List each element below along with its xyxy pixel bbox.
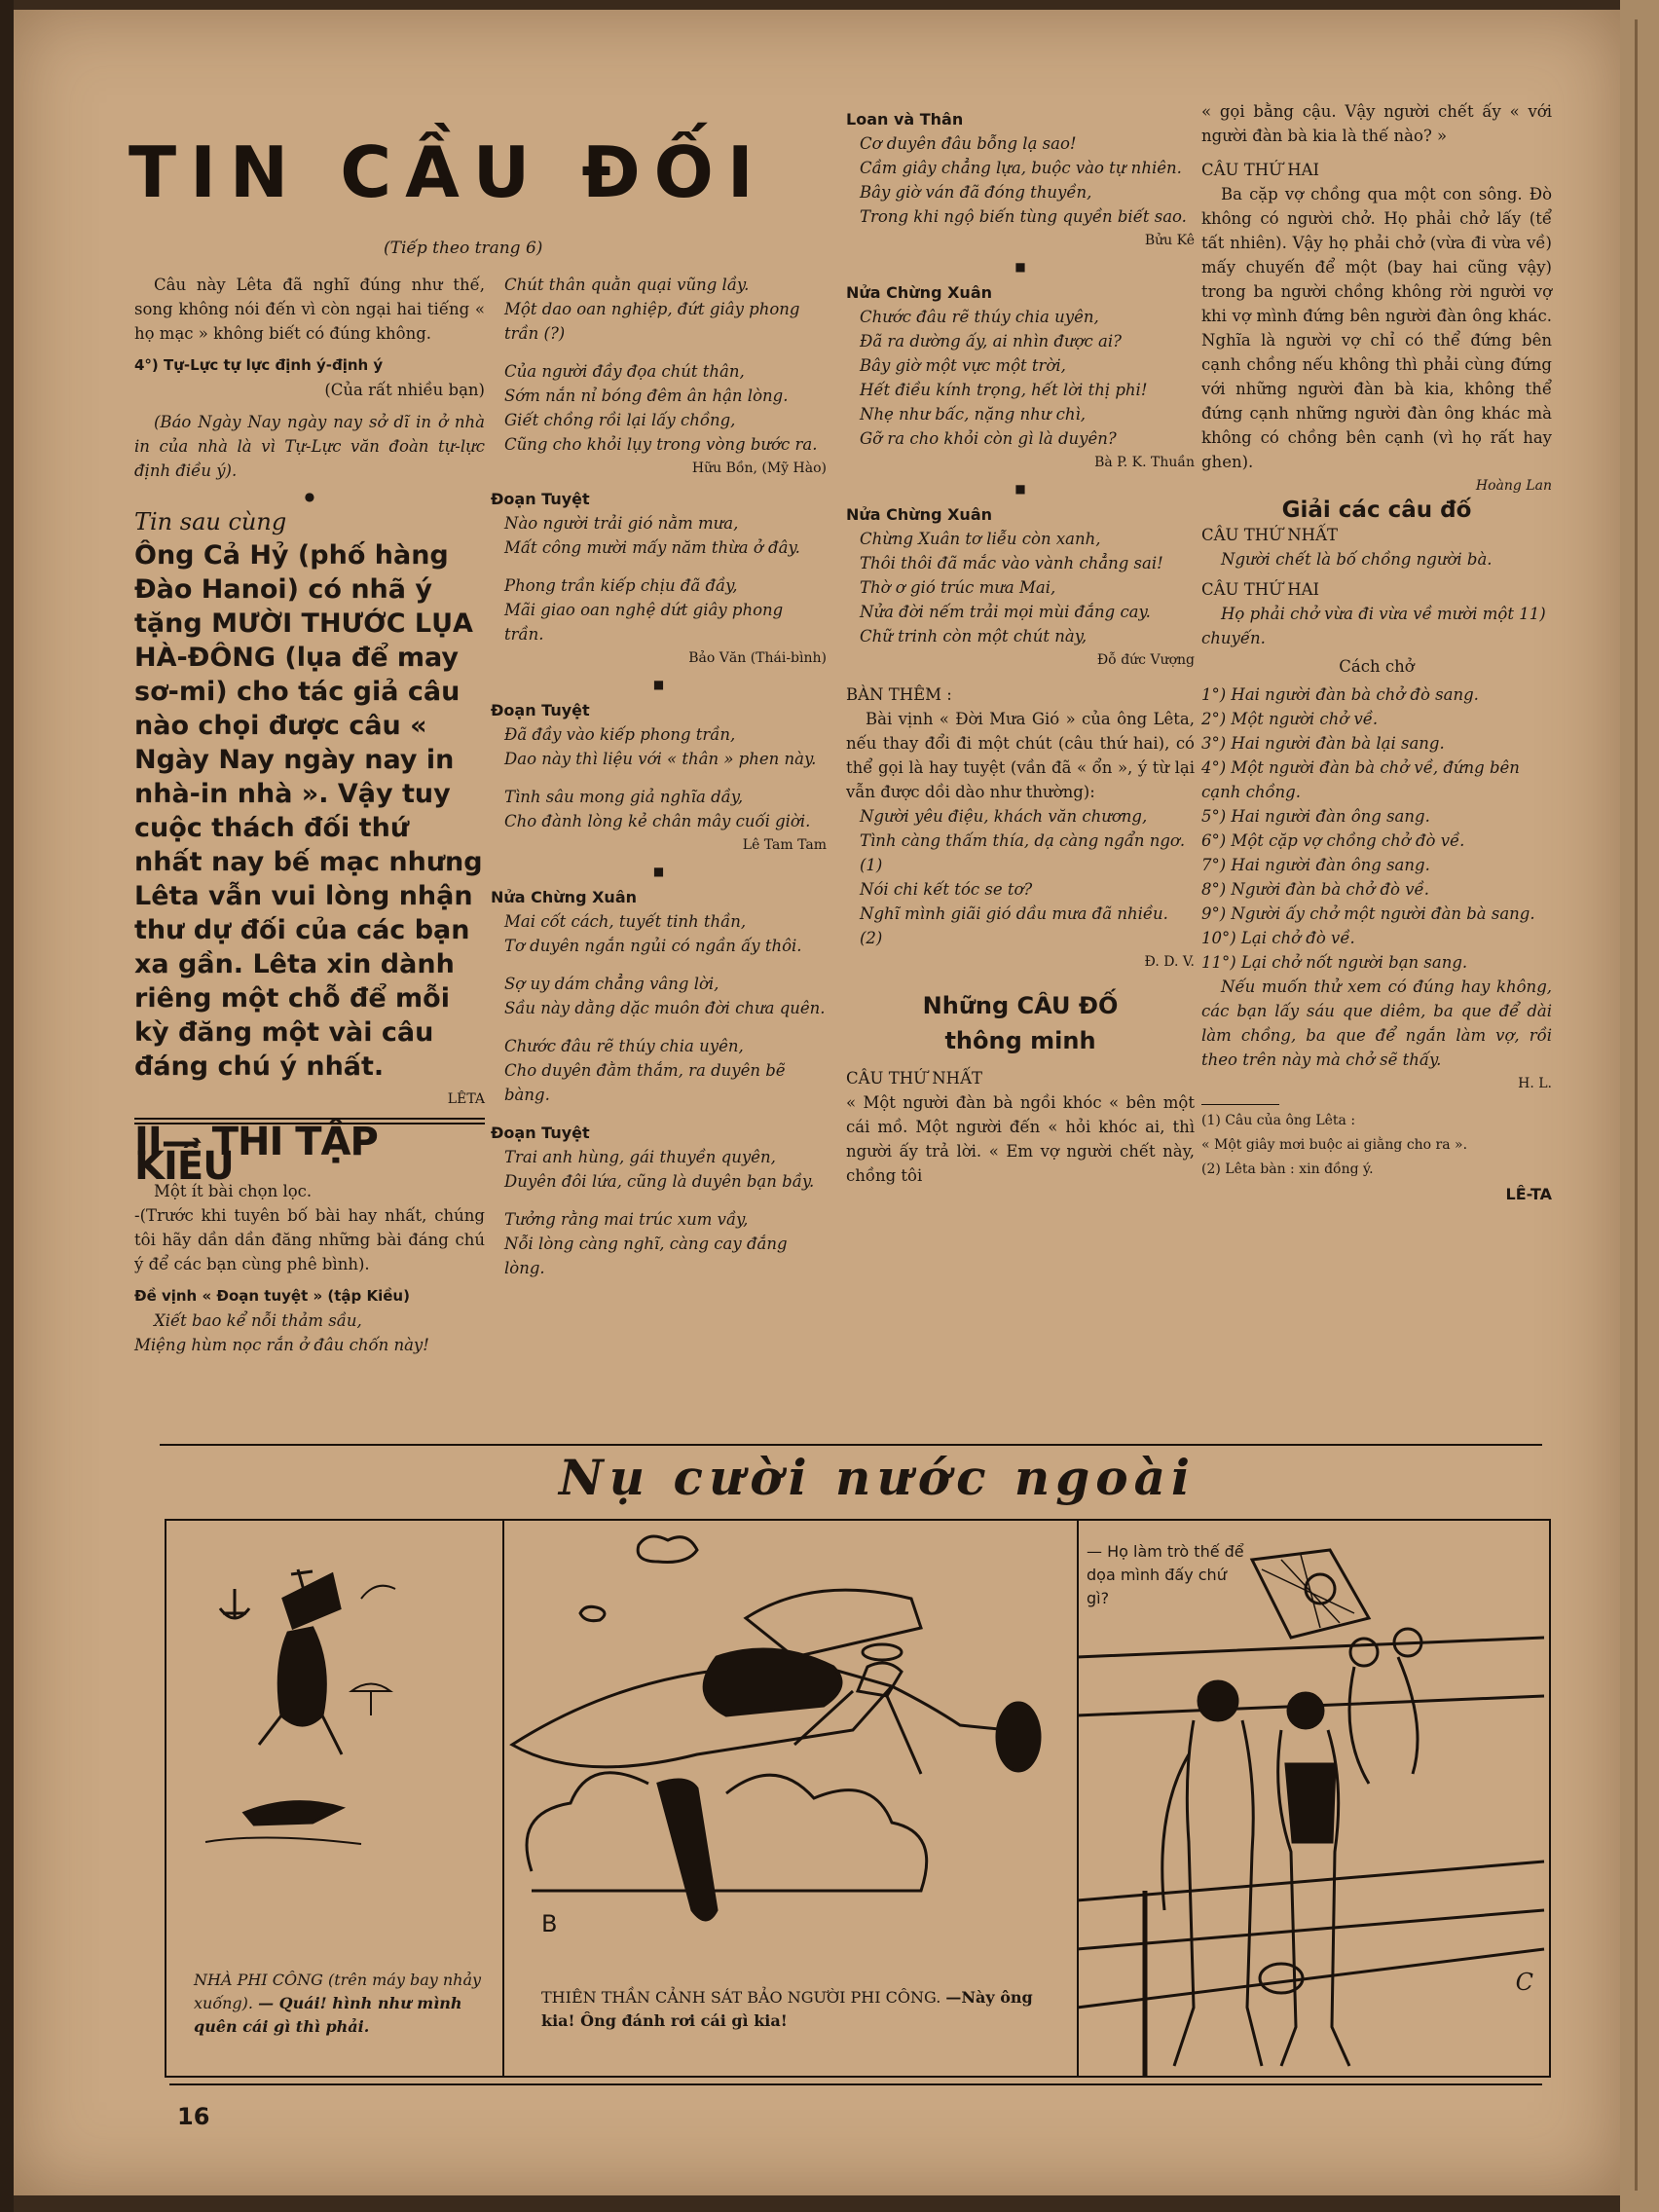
poem-line: Sớm nắn nỉ bóng đêm ân hận lòng. (504, 387, 789, 405)
separator: ■ (1014, 482, 1026, 496)
column-4 (1201, 99, 1552, 1206)
method-heading: Cách chở (1339, 657, 1415, 676)
step-item: 7°) Hai người đàn ông sang. (1201, 856, 1430, 874)
poem-title: Đoạn Tuyệt (491, 490, 590, 508)
poem-line: Trai anh hùng, gái thuyền quyên, (504, 1148, 776, 1166)
poem-line: Cầm giây chẳng lựa, buộc vào tự nhiên. (860, 159, 1182, 177)
poem-line: Cho duyên đằm thắm, ra duyên bẽ bàng. (504, 1061, 786, 1104)
poem-line: Mãi giao oan nghệ dứt giây phong trần. (504, 601, 784, 644)
poem-line: Cơ duyên đâu bỗng lạ sao! (860, 134, 1077, 153)
note-paragraph: (Báo Ngày Nay ngày nay sở dĩ in ở nhà in của nhà là vì Tự-Lực văn đoàn tự-lực định điều ý). (134, 413, 485, 480)
poem-line: Chữ trinh còn một chút này, (860, 627, 1088, 645)
step-item: 10°) Lại chở đò về. (1201, 929, 1355, 947)
poem-line: Sợ uy dám chẳng vâng lời, (504, 975, 719, 993)
poem-line: Giết chồng rồi lại lấy chồng, (504, 411, 736, 429)
comic-panel-a (166, 1521, 504, 2076)
bottom-rule (169, 2083, 1542, 2085)
poem-title: Nửa Chừng Xuân (846, 283, 992, 302)
latest-heading: Tin sau cùng (134, 508, 287, 535)
column-3 (846, 107, 1195, 1188)
poem-line: Gỡ ra cho khỏi còn gì là duyên? (860, 429, 1117, 448)
riddle-2-text: Ba cặp vợ chồng qua một con sông. Đò không có người chở. Họ phải chở lấy (tể tất nhiên). Vậy họ phải chở (vừa đi vừa về) mấy chuyến để một (bay hai cũng vậy) trong ba người chồng không rời người vợ khi vợ mình đứng bên người đàn ông khác. Nghĩa là người vợ chỉ có thể đứng bên cạnh chồng nếu không thì phải cùng đứng với những người đàn bà kia, không thể đứng cạnh những người đàn ông khác mà không có chồng bên cạnh (vì họ rất hay ghen). (1201, 185, 1552, 471)
column-2 (491, 273, 827, 1280)
heading-line: thông minh (944, 1027, 1096, 1054)
comic-panel-c (1077, 1521, 1549, 2076)
poem-line: Đã đầy vào kiếp phong trần, (504, 725, 736, 744)
poem-line: Chước đâu rẽ thúy chia uyên, (504, 1037, 744, 1055)
poem-line: Nhẹ như bấc, nặng như chì, (860, 405, 1087, 424)
poem-line: Tưởng rằng mai trúc xum vầy, (504, 1210, 749, 1229)
separator: ■ (652, 678, 665, 691)
announcement-signature: LÊTA (447, 1091, 485, 1107)
riddle-1-text: « Một người đàn bà ngồi khóc « bên một cái mồ. Một người đến « hỏi khóc ai, thì người ấy trả lời. « Em vợ người chết này, chồng tôi (846, 1093, 1195, 1185)
separator: ■ (652, 865, 665, 878)
answer-2-heading: CÂU THỨ HAI (1201, 580, 1320, 599)
poem-line: Chước đâu rẽ thúy chia uyên, (860, 308, 1099, 326)
page-edge-line (1635, 19, 1638, 2191)
caption-c: — Họ làm trò thế để dọa mình đấy chứ gì? (1087, 1542, 1244, 1607)
poem-line: Mất công mười mấy năm thừa ở đây. (504, 538, 800, 557)
footnote-rule (1201, 1104, 1279, 1105)
de-vinh-heading: Đề vịnh « Đoạn tuyệt » (tập Kiều) (134, 1287, 410, 1305)
poem-line: Tơ duyên ngắn ngủi có ngần ấy thôi. (504, 937, 802, 955)
separator: ● (304, 490, 315, 503)
heading-line: Những CÂU ĐỐ (922, 992, 1119, 1019)
caption-a-context: (trên máy bay nhảy xuống). (194, 1971, 482, 2012)
poem-line: Đã ra dường ấy, ai nhìn được ai? (860, 332, 1122, 350)
intro-paragraph: Câu này Lêta đã nghĩ đúng như thế, song không nói đến vì còn ngại hai tiếng « họ mạc » không biết có đúng không. (134, 276, 485, 343)
step-item: 3°) Hai người đàn bà lại sang. (1201, 734, 1445, 753)
poem-line: Duyên đôi lứa, cũng là duyên bạn bầy. (504, 1172, 815, 1191)
poem-line: Dao này thì liệu với « thân » phen này. (504, 750, 817, 768)
thi-intro: -(Trước khi tuyên bố bài hay nhất, chúng tôi hãy dần dần đăng những bài đáng chú ý để các bạn cùng phê bình). (134, 1206, 485, 1273)
poem-line: Nói chi kết tóc se tơ? (860, 880, 1033, 899)
poem-signature: Lê Tam Tam (742, 837, 827, 853)
ban-them-heading: BÀN THÊM : (846, 685, 952, 704)
poem-signature: Đ. D. V. (1144, 954, 1195, 970)
poem-title: Đoạn Tuyệt (491, 1124, 590, 1142)
poem-line: Tình càng thấm thía, dạ càng ngẩn ngơ. (1) (860, 831, 1186, 874)
poem-line: Chừng Xuân tơ liễu còn xanh, (860, 530, 1101, 548)
page-number: 16 (177, 2103, 210, 2130)
final-signature: H. L. (1518, 1076, 1552, 1091)
caption-b-speech: —Này ông kia! Ông đánh rơi cái gì kia! (541, 1988, 1033, 2030)
step-item: 8°) Người đàn bà chở đò về. (1201, 880, 1429, 899)
poem-line: Sầu này dằng dặc muôn đời chưa quên. (504, 999, 826, 1017)
riddle-1-continued: « gọi bằng cậu. Vậy người chết ấy « với người đàn bà kia là thế nào? » (1201, 102, 1552, 145)
poem-line: Của người đầy đọa chút thân, (504, 362, 745, 381)
poem-signature: Bửu Kê (1144, 233, 1195, 248)
step-item: 6°) Một cặp vợ chồng chở đò về. (1201, 831, 1465, 850)
poem-line: Mai cốt cách, tuyết tinh thần, (504, 912, 747, 931)
caption-a (194, 1969, 486, 2039)
poem-signature: Bà P. K. Thuần (1094, 455, 1195, 470)
caption-a-label: NHÀ PHI CÔNG (194, 1971, 323, 1989)
panel-letter-c: C (1515, 1969, 1533, 1996)
poem-line: Người yêu điệu, khách văn chương, (860, 807, 1148, 826)
poem-line: Nào người trải gió nằm mưa, (504, 514, 739, 533)
step-item: 9°) Người ấy chở một người đàn bà sang. (1201, 904, 1535, 923)
thi-subheading: Một ít bài chọn lọc. (154, 1182, 313, 1200)
poem-line: Phong trần kiếp chịu đã đầy, (504, 576, 738, 595)
footnote: « Một giây mơi buộc ai giằng cho ra ». (1201, 1137, 1468, 1153)
comic-panel-b (502, 1521, 1079, 2076)
step-item: 4°) Một người đàn bà chở về, đứng bên cạnh chồng. (1201, 758, 1520, 801)
poem-line: Bây giờ ván đã đóng thuyền, (860, 183, 1092, 202)
book-spine (0, 0, 14, 2212)
section-heading-cau-do (846, 988, 1195, 1058)
poem-line: Chút thân quằn quại vũng lầy. (504, 276, 750, 294)
section-heading-thi-tap-kieu: II— THI TẬP KIỀU (134, 1120, 378, 1189)
poem-line: Miệng hùm nọc rắn ở đâu chốn này! (134, 1336, 429, 1354)
footnote: (2) Lêta bàn : xin đồng ý. (1201, 1161, 1374, 1177)
step-item: 1°) Hai người đàn bà chở đò sang. (1201, 685, 1479, 704)
step-item: 2°) Một người chở về. (1201, 710, 1379, 728)
page-title: TIN CẦU ĐỐI (129, 131, 767, 213)
answer-1-heading: CÂU THỨ NHẤT (1201, 526, 1338, 544)
poem-line: Một dao oan nghiệp, đứt giây phong trần (?) (504, 300, 800, 343)
section-rule (160, 1444, 1542, 1446)
poem-line: Xiết bao kể nỗi thảm sầu, (154, 1311, 362, 1330)
item-4-heading: 4°) Tự-Lực tự lực định ý-định ý (134, 356, 384, 374)
caption-b (541, 1986, 1048, 2033)
caption-a-speech: — Quái! hình như mình quên cái gì thì phải. (194, 1994, 462, 2036)
poem-line: Hết điều kính trọng, hết lời thị phi! (860, 381, 1148, 399)
poem-title: Loan và Thân (846, 110, 964, 129)
comics-heading: Nụ cười nước ngoài (559, 1449, 1196, 1506)
poem-line: Thôi thôi đã mắc vào vành chẳng sai! (860, 554, 1163, 572)
poem-title: Nửa Chừng Xuân (846, 505, 992, 524)
answer-2-text: Họ phải chở vừa đi vừa về mười một 11) chuyến. (1201, 605, 1546, 647)
riddle-2-signature: Hoàng Lan (1475, 478, 1552, 494)
column-1 (134, 273, 485, 1357)
poem-line: Cho đành lòng kẻ chân mây cuối giời. (504, 812, 811, 830)
comic-strip (165, 1519, 1551, 2078)
poem-line: Nửa đời nếm trải mọi mùi đắng cay. (860, 603, 1151, 621)
ban-them-paragraph: Bài vịnh « Đời Mưa Gió » của ông Lêta, nếu thay đổi đi một chút (câu thứ hai), có thể gọi là hay tuyệt (vần đã « ổn », ý từ lại vẫn được dồi dào như thường): (846, 710, 1195, 801)
footnote: (1) Câu của ông Lêta : (1201, 1113, 1356, 1128)
subtitle: (Tiếp theo trang 6) (384, 239, 543, 258)
poem-line: Trong khi ngộ biến tùng quyền biết sao. (860, 207, 1187, 226)
poem-signature: Hữu Bồn, (Mỹ Hào) (691, 461, 827, 476)
riddle-1-heading: CÂU THỨ NHẤT (846, 1069, 982, 1088)
panel-letter-b: B (541, 1910, 558, 1937)
poem-line: Nỗi lòng càng nghĩ, càng cay đắng lòng. (504, 1235, 788, 1277)
step-item: 11°) Lại chở nốt người bạn sang. (1201, 953, 1468, 972)
poem-line: Nghĩ mình giãi gió dầu mưa đã nhiều. (2) (860, 904, 1168, 947)
caption-b-label: THIÊN THẦN CẢNH SÁT BẢO NGƯỜI PHI CÔNG. (541, 1988, 941, 2007)
newspaper-page (14, 10, 1620, 2195)
poem-line: Bây giờ một vực một trời, (860, 356, 1066, 375)
poem-signature: Đỗ đức Vượng (1096, 652, 1195, 668)
poem-signature: Bảo Văn (Thái-bình) (688, 650, 827, 666)
separator: ■ (1014, 260, 1026, 274)
final-paragraph: Nếu muốn thử xem có đúng hay không, các bạn lấy sáu que diêm, ba que để dài làm chồng, ba que để ngắn làm vợ, rồi theo trên này mà chở sẽ thấy. (1201, 977, 1552, 1069)
poem-title: Nửa Chừng Xuân (491, 888, 637, 906)
riddle-2-heading: CÂU THỨ HAI (1201, 161, 1320, 179)
signature: LÊ-TA (1505, 1185, 1552, 1203)
poem-line: Thờ ơ gió trúc mưa Mai, (860, 578, 1056, 597)
page-edge (1620, 0, 1659, 2212)
item-4-source: (Của rất nhiều bạn) (324, 381, 485, 399)
answer-1-text: Người chết là bố chồng người bà. (1221, 550, 1493, 569)
announcement: Ông Cả Hỷ (phố hàng Đào Hanoi) có nhã ý tặng MƯỜI THƯỚC LỤA HÀ-ĐÔNG (lụa để may sơ-mi) cho tác giả câu nào chọi được câu « Ngày Nay ngày nay in nhà-in nhà ». Vậy tuy cuộc thách đối thứ nhất nay bế mạc nhưng Lêta vẫn vui lòng nhận thư dự đối của các bạn xa gần. Lêta xin dành riêng một chỗ để mỗi kỳ đăng một vài câu đáng chú ý nhất. (134, 540, 483, 1082)
step-item: 5°) Hai người đàn ông sang. (1201, 807, 1430, 826)
section-heading-giai: Giải các câu đố (1281, 498, 1472, 523)
poem-title: Đoạn Tuyệt (491, 701, 590, 719)
poem-line: Cũng cho khỏi lụy trong vòng bước ra. (504, 435, 818, 454)
poem-line: Tình sâu mong giả nghĩa dầy, (504, 788, 744, 806)
